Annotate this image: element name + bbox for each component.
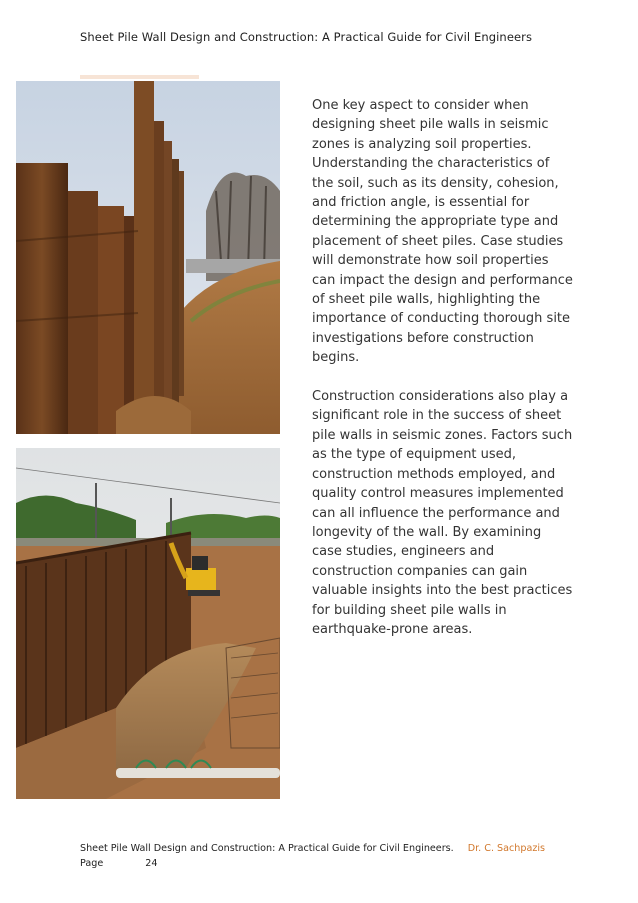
sheet-piles-trench-photo — [16, 81, 280, 434]
body-paragraph-2: Construction considerations also play a significant role in the success of sheet pile walls in seismic zones. Factors such as the type of equipment used, construction methods employed, and quality control measures implemented can all influence the performance and longevity of the wall. By examining case studies, engineers and construction companies can gain valuable insights into the best practices for building sheet pile walls in earthquake-prone areas. — [312, 389, 573, 637]
excavation-site-photo — [16, 448, 280, 799]
header-accent-bar — [80, 75, 199, 79]
page-number: 24 — [145, 858, 158, 869]
footer-author: Dr. C. Sachpazis — [467, 843, 546, 854]
body-text-column — [312, 96, 574, 659]
page-footer — [80, 843, 560, 869]
body-paragraph-1: One key aspect to consider when designing sheet pile walls in seismic zones is analyzing soil properties. Understanding the characteristics of the soil, such as its density, cohesion, and friction angle, is essential for determining the appropriate type and placement of sheet piles. Case studies will demonstrate how soil properties can impact the design and performance of sheet pile walls, highlighting the importance of conducting thorough site investigations before construction begins. — [312, 98, 573, 366]
page-header-title: Sheet Pile Wall Design and Construction: A Practical Guide for Civil Engineers — [80, 30, 533, 44]
page-label: Page — [80, 858, 104, 869]
footer-title: Sheet Pile Wall Design and Construction: A Practical Guide for Civil Engineers. — [80, 843, 454, 854]
